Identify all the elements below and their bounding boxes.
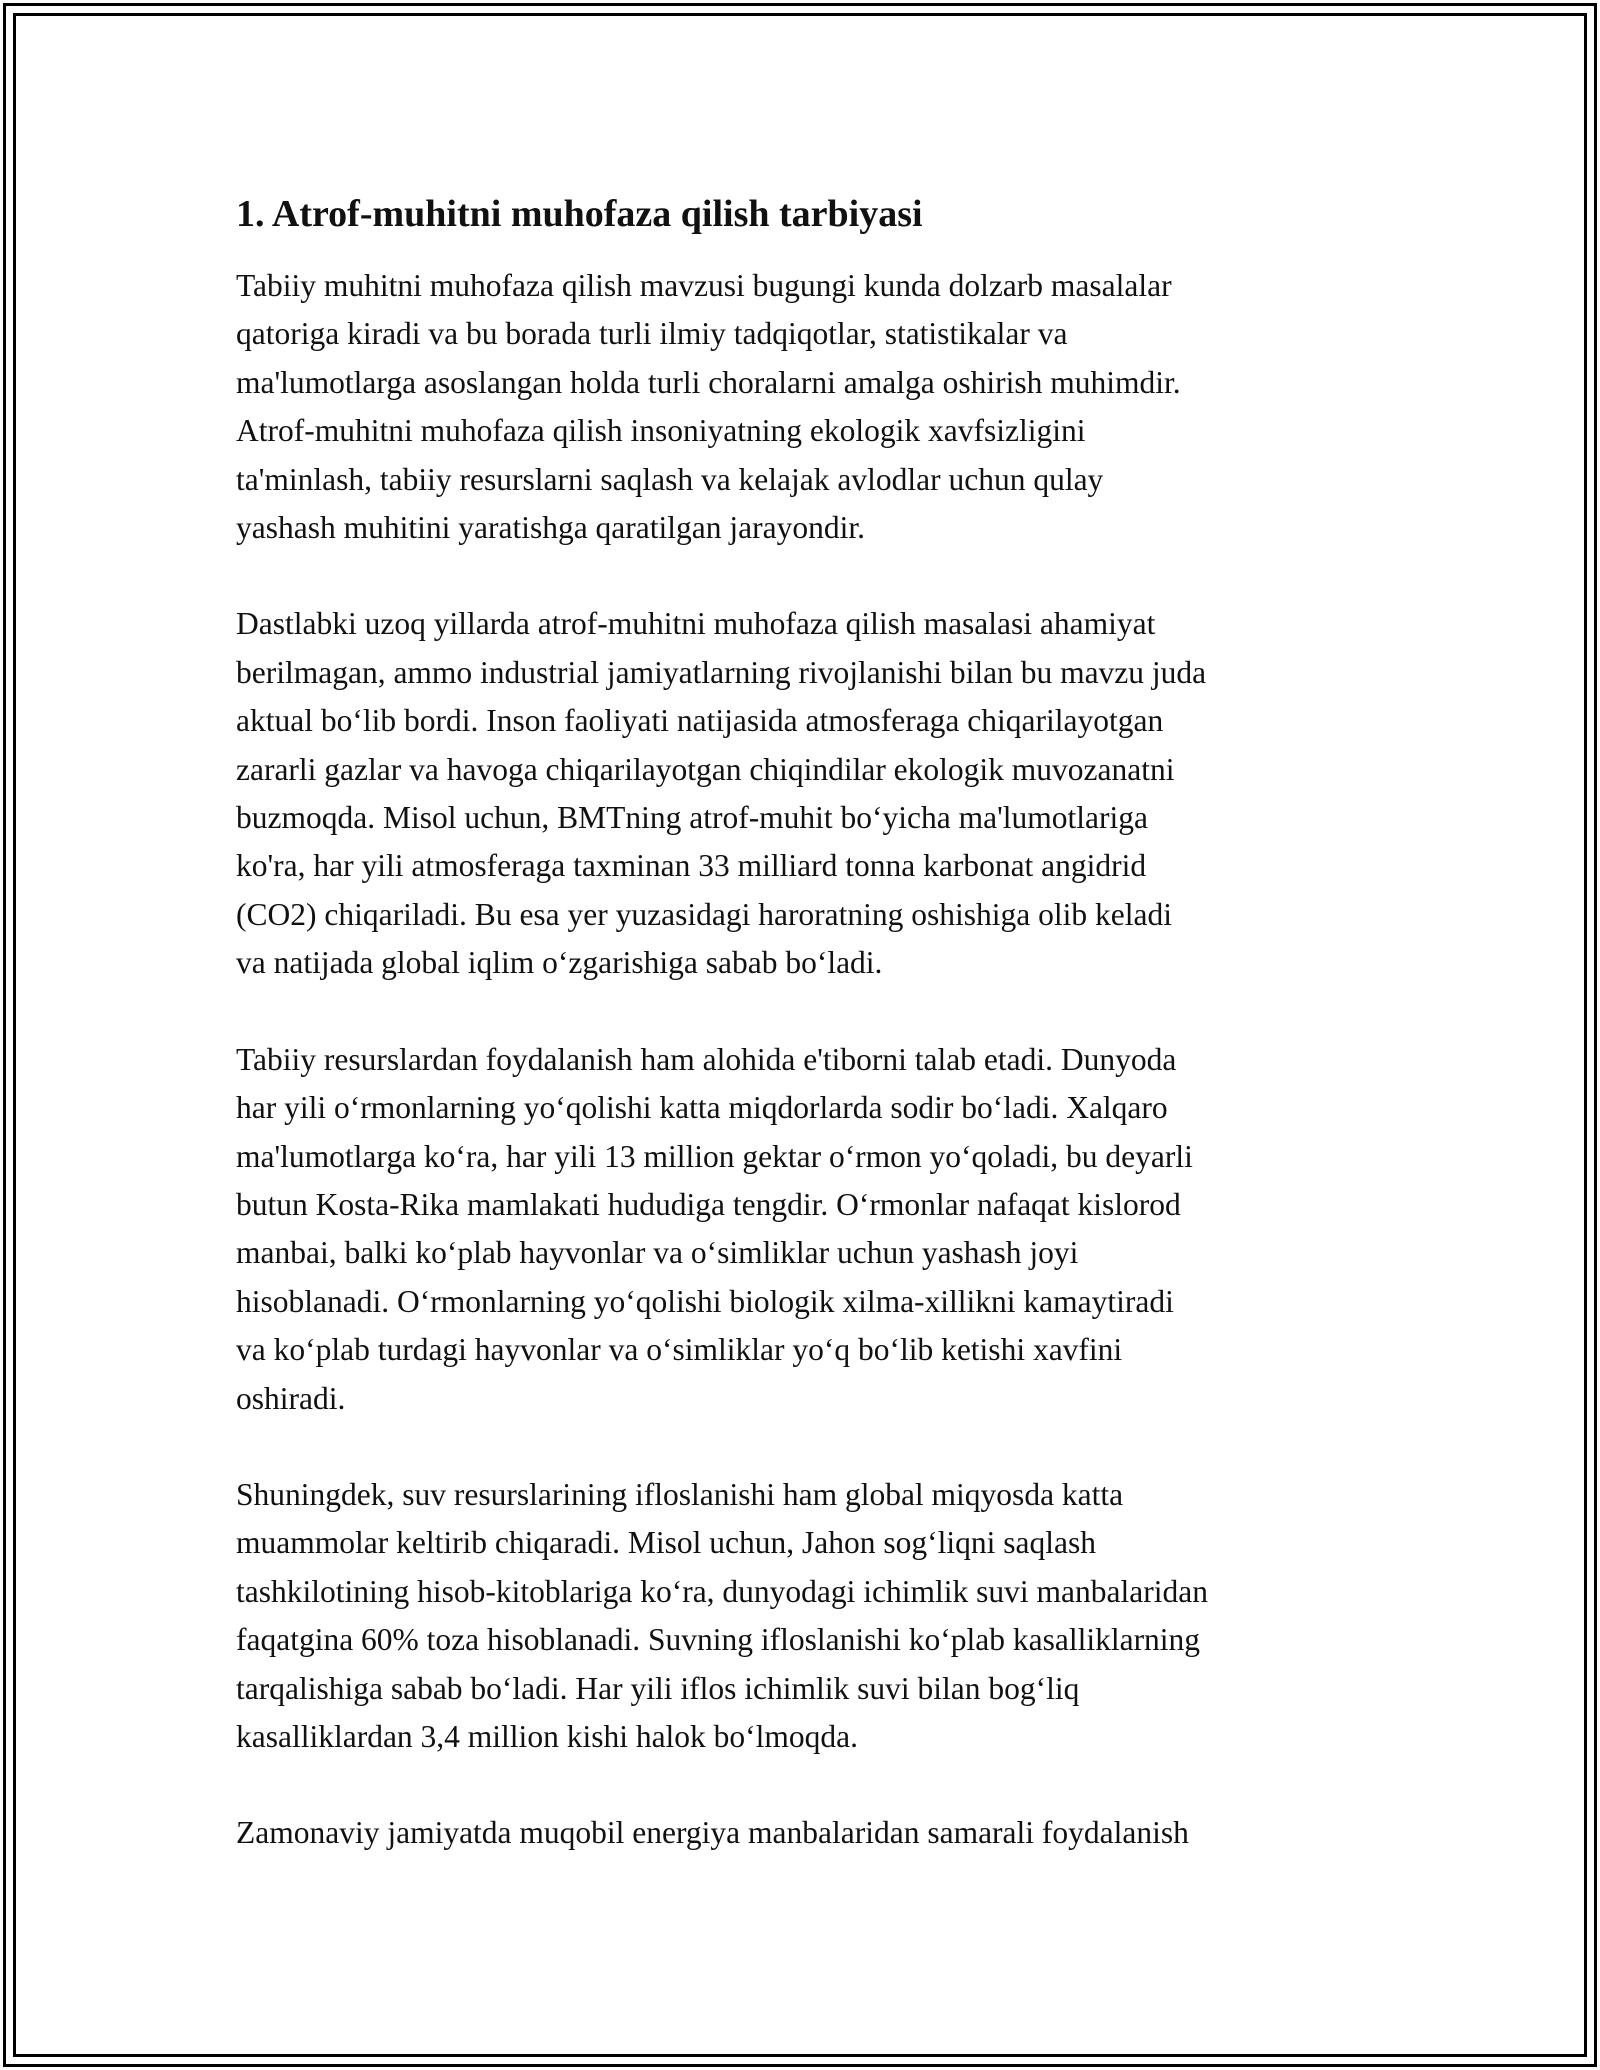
spacer xyxy=(236,988,1366,1036)
text-line: zararli gazlar va havoga chiqarilayotgan chiqindilar ekologik muvozanatni xyxy=(236,751,1175,787)
document-body xyxy=(236,186,1366,1858)
paragraph-forests xyxy=(236,1036,1366,1423)
text-line: faqatgina 60% toza hisoblanadi. Suvning ifloslanishi ko‘plab kasalliklarning xyxy=(236,1622,1201,1658)
paragraph-alternative-energy xyxy=(236,1809,1366,1857)
text-line: buzmoqda. Misol uchun, BMTning atrof-muhit bo‘yicha ma'lumotlariga xyxy=(236,800,1149,836)
text-line: hisoblanadi. O‘rmonlarning yo‘qolishi biologik xilma-xillikni kamaytiradi xyxy=(236,1283,1174,1319)
text-line: ko'ra, har yili atmosferaga taxminan 33 milliard tonna karbonat angidrid xyxy=(236,848,1147,884)
text-line: oshiradi. xyxy=(236,1380,346,1416)
section-heading: 1. Atrof-muhitni muhofaza qilish tarbiyasi xyxy=(236,193,923,235)
text-line: Atrof-muhitni muhofaza qilish insoniyatning ekologik xavfsizligini xyxy=(236,413,1086,449)
text-line: Zamonaviy jamiyatda muqobil energiya manbalaridan samarali foydalanish xyxy=(236,1815,1189,1851)
text-line: kasalliklardan 3,4 million kishi halok bo‘lmoqda. xyxy=(236,1718,859,1754)
spacer xyxy=(236,242,1366,262)
spacer xyxy=(236,1761,1366,1809)
text-line: aktual bo‘lib bordi. Inson faoliyati natijasida atmosferaga chiqarilayotgan xyxy=(236,703,1164,739)
spacer xyxy=(236,1423,1366,1471)
text-line: qatoriga kiradi va bu borada turli ilmiy tadqiqotlar, statistikalar va xyxy=(236,316,1068,352)
text-line: Dastlabki uzoq yillarda atrof-muhitni muhofaza qilish masalasi ahamiyat xyxy=(236,606,1156,642)
text-line: (CO2) chiqariladi. Bu esa yer yuzasidagi haroratning oshishiga olib keladi xyxy=(236,896,1173,932)
text-line: muammolar keltirib chiqaradi. Misol uchun, Jahon sog‘liqni saqlash xyxy=(236,1525,1096,1561)
text-line: Tabiiy muhitni muhofaza qilish mavzusi bugungi kunda dolzarb masalalar xyxy=(236,268,1172,303)
paragraph-industrial-emissions xyxy=(236,600,1366,987)
text-line: tarqalishiga sabab bo‘ladi. Har yili iflos ichimlik suvi bilan bog‘liq xyxy=(236,1670,1080,1706)
text-line: manbai, balki ko‘plab hayvonlar va o‘simliklar uchun yashash joyi xyxy=(236,1235,1079,1271)
text-line: butun Kosta-Rika mamlakati hududiga tengdir. O‘rmonlar nafaqat kislorod xyxy=(236,1186,1181,1222)
text-line: yashash muhitini yaratishga qaratilgan jarayondir. xyxy=(236,510,865,546)
text-line: va ko‘plab turdagi hayvonlar va o‘simliklar yo‘q bo‘lib ketishi xavfini xyxy=(236,1332,1123,1368)
text-line: berilmagan, ammo industrial jamiyatlarning rivojlanishi bilan bu mavzu juda xyxy=(236,654,1207,690)
text-line: tashkilotining hisob-kitoblariga ko‘ra, dunyodagi ichimlik suvi manbalaridan xyxy=(236,1573,1208,1609)
text-line: va natijada global iqlim o‘zgarishiga sabab bo‘ladi. xyxy=(236,945,883,981)
text-line: ma'lumotlarga ko‘ra, har yili 13 million gektar o‘rmon yo‘qoladi, bu deyarli xyxy=(236,1138,1193,1174)
spacer xyxy=(236,552,1366,600)
paragraph-water-pollution xyxy=(236,1471,1366,1761)
text-line: ta'minlash, tabiiy resurslarni saqlash va kelajak avlodlar uchun qulay xyxy=(236,461,1104,497)
text-line: har yili o‘rmonlarning yo‘qolishi katta miqdorlarda sodir bo‘ladi. Xalqaro xyxy=(236,1090,1168,1126)
text-line: ma'lumotlarga asoslangan holda turli choralarni amalga oshirish muhimdir. xyxy=(236,364,1181,400)
text-line: Shuningdek, suv resurslarining ifloslanishi ham global miqyosda katta xyxy=(236,1476,1124,1512)
paragraph-environment-protection xyxy=(236,262,1366,552)
text-line: Tabiiy resurslardan foydalanish ham alohida e'tiborni talab etadi. Dunyoda xyxy=(236,1041,1177,1077)
